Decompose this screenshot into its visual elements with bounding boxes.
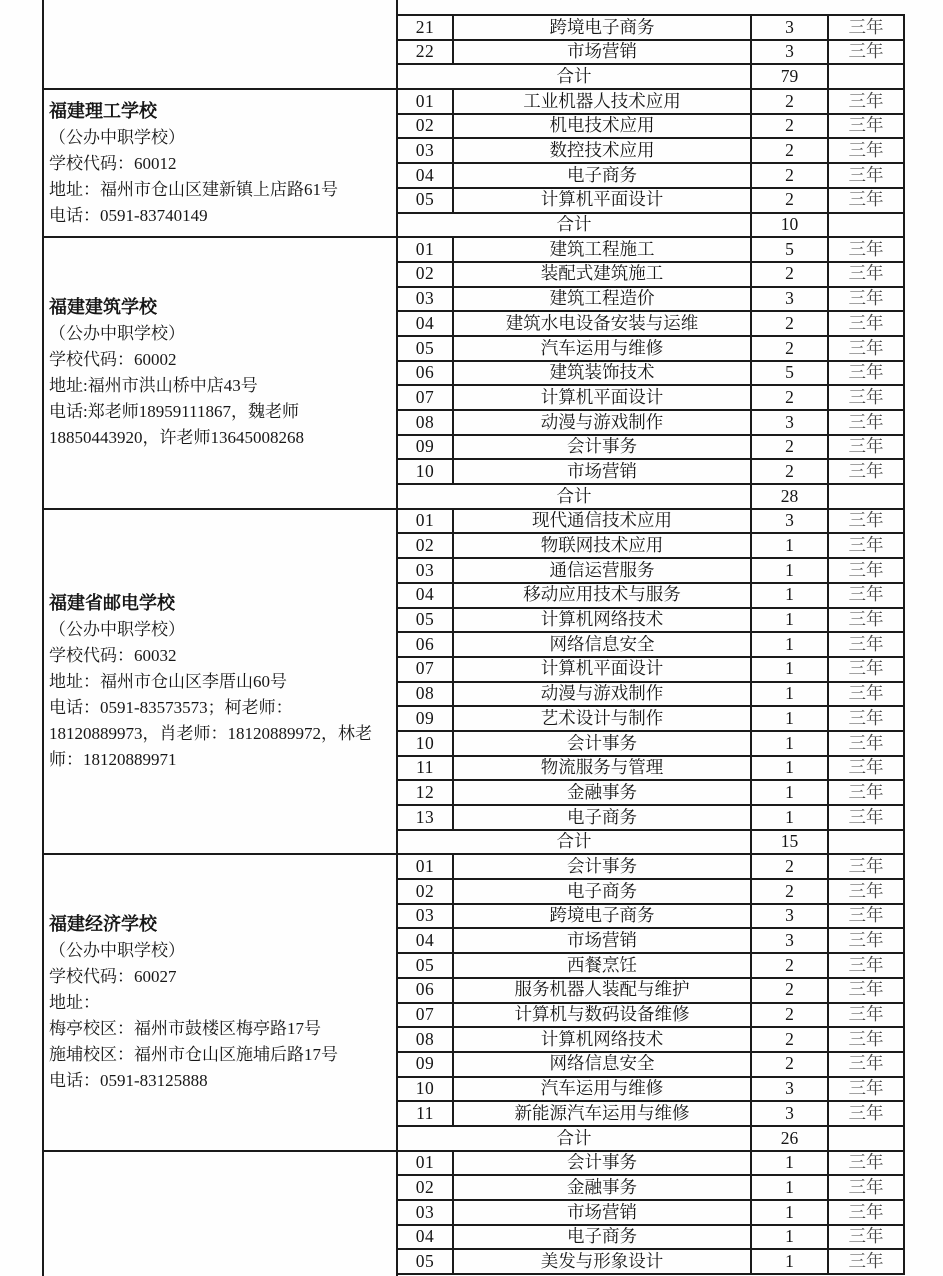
cell-major-no: 22 bbox=[397, 40, 453, 65]
cell-enrollment-count: 1 bbox=[751, 780, 828, 805]
cell-major-name: 电子商务 bbox=[453, 879, 751, 904]
cell-major-name: 电子商务 bbox=[453, 163, 751, 188]
cell-major-no: 07 bbox=[397, 657, 453, 682]
school-info-cell bbox=[43, 89, 397, 237]
cell-major-no: 08 bbox=[397, 1027, 453, 1052]
cell-enrollment-count: 2 bbox=[751, 262, 828, 287]
cell-major-no: 05 bbox=[397, 953, 453, 978]
cell-major-no: 04 bbox=[397, 311, 453, 336]
cell-major-name: 汽车运用与维修 bbox=[453, 1077, 751, 1102]
cell-enrollment-count: 3 bbox=[751, 904, 828, 929]
cell-major-name: 建筑工程施工 bbox=[453, 237, 751, 262]
cell-duration: 三年 bbox=[828, 15, 904, 40]
cell-enrollment-count: 2 bbox=[751, 138, 828, 163]
cell-major-no: 13 bbox=[397, 805, 453, 830]
cell-major-no: 06 bbox=[397, 632, 453, 657]
school-detail-line: 电话：0591-83740149 bbox=[49, 205, 208, 225]
school-detail-line: 地址:福州市洪山桥中店43号 bbox=[49, 376, 258, 396]
cell-enrollment-count: 5 bbox=[751, 361, 828, 386]
cell-enrollment-count: 2 bbox=[751, 336, 828, 361]
cell-enrollment-count: 1 bbox=[751, 1200, 828, 1225]
cell-major-no: 07 bbox=[397, 1003, 453, 1028]
cell-enrollment-count: 1 bbox=[751, 805, 828, 830]
total-label-cell: 合计 bbox=[397, 484, 751, 509]
cell-duration: 三年 bbox=[828, 657, 904, 682]
cell-major-no: 03 bbox=[397, 904, 453, 929]
school-detail-line: 学校代码：60002 bbox=[49, 350, 177, 370]
cell-duration: 三年 bbox=[828, 262, 904, 287]
cell-major-no: 03 bbox=[397, 138, 453, 163]
cell-duration: 三年 bbox=[828, 1052, 904, 1077]
cell-enrollment-count: 2 bbox=[751, 459, 828, 484]
cell-enrollment-count: 2 bbox=[751, 978, 828, 1003]
cell-major-name: 汽车运用与维修 bbox=[453, 336, 751, 361]
cell-duration: 三年 bbox=[828, 558, 904, 583]
cell-duration: 三年 bbox=[828, 756, 904, 781]
cell-enrollment-count: 2 bbox=[751, 1003, 828, 1028]
cell-duration: 三年 bbox=[828, 854, 904, 879]
cell-major-no: 02 bbox=[397, 533, 453, 558]
total-duration-cell-empty bbox=[828, 484, 904, 509]
cell-major-name: 会计事务 bbox=[453, 854, 751, 879]
cell-duration: 三年 bbox=[828, 583, 904, 608]
cell-major-no: 01 bbox=[397, 89, 453, 114]
cell-major-name: 市场营销 bbox=[453, 928, 751, 953]
cell-duration: 三年 bbox=[828, 1101, 904, 1126]
cell-major-name: 动漫与游戏制作 bbox=[453, 410, 751, 435]
cell-major-name: 物联网技术应用 bbox=[453, 533, 751, 558]
cell-major-name: 计算机网络技术 bbox=[453, 608, 751, 633]
cell-duration: 三年 bbox=[828, 706, 904, 731]
total-duration-cell-empty bbox=[828, 64, 904, 89]
total-count-cell: 79 bbox=[751, 64, 828, 89]
cell-major-name: 动漫与游戏制作 bbox=[453, 682, 751, 707]
cell-major-no: 05 bbox=[397, 608, 453, 633]
cell-major-name: 跨境电子商务 bbox=[453, 15, 751, 40]
total-label-cell: 合计 bbox=[397, 830, 751, 855]
cell-duration: 三年 bbox=[828, 459, 904, 484]
cell-duration: 三年 bbox=[828, 1225, 904, 1250]
cell-major-name: 服务机器人装配与维护 bbox=[453, 978, 751, 1003]
cell-major-no: 01 bbox=[397, 237, 453, 262]
cell-duration: 三年 bbox=[828, 385, 904, 410]
cell-major-name: 物流服务与管理 bbox=[453, 756, 751, 781]
cell-duration: 三年 bbox=[828, 89, 904, 114]
cell-duration: 三年 bbox=[828, 336, 904, 361]
cell-duration: 三年 bbox=[828, 805, 904, 830]
cell-major-name: 金融事务 bbox=[453, 780, 751, 805]
cell-major-name: 网络信息安全 bbox=[453, 632, 751, 657]
school-detail-line: 地址：福州市仓山区建新镇上店路61号 bbox=[49, 179, 338, 199]
cell-duration: 三年 bbox=[828, 904, 904, 929]
cell-major-no: 01 bbox=[397, 509, 453, 534]
cell-enrollment-count: 2 bbox=[751, 89, 828, 114]
cell-major-name: 建筑工程造价 bbox=[453, 287, 751, 312]
cell-major-name: 跨境电子商务 bbox=[453, 904, 751, 929]
cell-enrollment-count: 2 bbox=[751, 879, 828, 904]
cell-major-no: 05 bbox=[397, 336, 453, 361]
cell-duration: 三年 bbox=[828, 40, 904, 65]
cell-major-no: 03 bbox=[397, 287, 453, 312]
cell-enrollment-count: 2 bbox=[751, 854, 828, 879]
cell-enrollment-count: 1 bbox=[751, 1175, 828, 1200]
cell-enrollment-count: 1 bbox=[751, 1249, 828, 1274]
school-name: 福建省邮电学校 bbox=[49, 593, 175, 614]
school-info-cell bbox=[43, 509, 397, 855]
cell-enrollment-count: 1 bbox=[751, 706, 828, 731]
school-detail-line: 梅亭校区：福州市鼓楼区梅亭路17号 bbox=[49, 1019, 321, 1038]
cell-major-name: 美发与形象设计 bbox=[453, 1249, 751, 1274]
cell-duration: 三年 bbox=[828, 731, 904, 756]
school-detail-line: （公办中职学校） bbox=[49, 324, 185, 344]
cell-enrollment-count: 2 bbox=[751, 311, 828, 336]
cell-major-name: 网络信息安全 bbox=[453, 1052, 751, 1077]
cell-major-name: 工业机器人技术应用 bbox=[453, 89, 751, 114]
cell-duration: 三年 bbox=[828, 163, 904, 188]
cell-duration: 三年 bbox=[828, 1003, 904, 1028]
cell-major-no: 06 bbox=[397, 978, 453, 1003]
cell-duration: 三年 bbox=[828, 978, 904, 1003]
cell-major-no: 04 bbox=[397, 163, 453, 188]
cell-major-name: 会计事务 bbox=[453, 731, 751, 756]
school-name: 福建理工学校 bbox=[49, 100, 157, 121]
cell-major-no: 03 bbox=[397, 1200, 453, 1225]
cell-major-name: 现代通信技术应用 bbox=[453, 509, 751, 534]
school-detail-line: （公办中职学校） bbox=[49, 127, 185, 147]
cell-major-no: 12 bbox=[397, 780, 453, 805]
cell-enrollment-count: 2 bbox=[751, 953, 828, 978]
cell-major-no: 03 bbox=[397, 558, 453, 583]
cell-enrollment-count: 1 bbox=[751, 657, 828, 682]
cell-enrollment-count: 2 bbox=[751, 385, 828, 410]
cell-major-name: 移动应用技术与服务 bbox=[453, 583, 751, 608]
table-row bbox=[43, 237, 904, 262]
cell-enrollment-count: 2 bbox=[751, 1027, 828, 1052]
cell-enrollment-count: 1 bbox=[751, 731, 828, 756]
cell-enrollment-count: 3 bbox=[751, 287, 828, 312]
cell-duration: 三年 bbox=[828, 114, 904, 139]
total-label-cell: 合计 bbox=[397, 1126, 751, 1151]
cell-enrollment-count: 3 bbox=[751, 1101, 828, 1126]
total-duration-cell-empty bbox=[828, 213, 904, 238]
school-info-cell bbox=[43, 854, 397, 1150]
cell-major-name: 会计事务 bbox=[453, 1151, 751, 1176]
cell-major-name: 建筑装饰技术 bbox=[453, 361, 751, 386]
cell-major-name: 计算机平面设计 bbox=[453, 657, 751, 682]
cell-duration: 三年 bbox=[828, 138, 904, 163]
cell-major-no: 10 bbox=[397, 459, 453, 484]
cell-duration: 三年 bbox=[828, 410, 904, 435]
school-detail-line: 电话：0591-83573573；柯老师：18120889973，肖老师：18120889972，林老师：18120889971 bbox=[49, 698, 372, 770]
cell-duration: 三年 bbox=[828, 1175, 904, 1200]
cell-major-name: 市场营销 bbox=[453, 459, 751, 484]
cell-enrollment-count: 1 bbox=[751, 608, 828, 633]
cell-duration: 三年 bbox=[828, 237, 904, 262]
cell-enrollment-count: 2 bbox=[751, 163, 828, 188]
cell-major-no: 02 bbox=[397, 879, 453, 904]
cell-major-name: 电子商务 bbox=[453, 1225, 751, 1250]
school-detail-line: （公办中职学校） bbox=[49, 941, 185, 960]
cell-enrollment-count: 2 bbox=[751, 114, 828, 139]
school-name: 福建经济学校 bbox=[49, 914, 157, 934]
cell-major-name: 计算机平面设计 bbox=[453, 385, 751, 410]
cell-major-no: 02 bbox=[397, 114, 453, 139]
total-label-cell: 合计 bbox=[397, 213, 751, 238]
cell-enrollment-count: 3 bbox=[751, 15, 828, 40]
cell-enrollment-count: 2 bbox=[751, 435, 828, 460]
cell-major-name: 艺术设计与制作 bbox=[453, 706, 751, 731]
cell-enrollment-count: 1 bbox=[751, 1151, 828, 1176]
total-count-cell: 15 bbox=[751, 830, 828, 855]
school-detail-line: 电话：0591-83125888 bbox=[49, 1071, 208, 1090]
cell-major-name: 机电技术应用 bbox=[453, 114, 751, 139]
cell-major-no: 01 bbox=[397, 1151, 453, 1176]
cell-enrollment-count: 1 bbox=[751, 632, 828, 657]
cell-duration: 三年 bbox=[828, 780, 904, 805]
cell-duration: 三年 bbox=[828, 632, 904, 657]
cell-enrollment-count: 1 bbox=[751, 1225, 828, 1250]
cell-duration: 三年 bbox=[828, 361, 904, 386]
table-row bbox=[43, 89, 904, 114]
cell-enrollment-count: 1 bbox=[751, 756, 828, 781]
cell-major-no: 11 bbox=[397, 1101, 453, 1126]
cell-duration: 三年 bbox=[828, 287, 904, 312]
cell-duration: 三年 bbox=[828, 1151, 904, 1176]
cell-major-name: 市场营销 bbox=[453, 40, 751, 65]
cell-major-no: 09 bbox=[397, 706, 453, 731]
cell-major-name: 通信运营服务 bbox=[453, 558, 751, 583]
school-info-cell bbox=[43, 1151, 397, 1274]
cell-major-no: 21 bbox=[397, 15, 453, 40]
cell-major-name: 电子商务 bbox=[453, 805, 751, 830]
cell-enrollment-count: 1 bbox=[751, 682, 828, 707]
cell-major-name: 新能源汽车运用与维修 bbox=[453, 1101, 751, 1126]
cell-major-name: 建筑水电设备安装与运维 bbox=[453, 311, 751, 336]
cell-enrollment-count: 3 bbox=[751, 410, 828, 435]
cell-enrollment-count: 2 bbox=[751, 1052, 828, 1077]
cell-enrollment-count: 3 bbox=[751, 509, 828, 534]
cell-major-no: 04 bbox=[397, 928, 453, 953]
total-count-cell: 28 bbox=[751, 484, 828, 509]
cell-major-no: 02 bbox=[397, 262, 453, 287]
school-detail-line: 施埔校区：福州市仓山区施埔后路17号 bbox=[49, 1045, 338, 1064]
school-name: 福建建筑学校 bbox=[49, 297, 157, 318]
cell-duration: 三年 bbox=[828, 435, 904, 460]
cell-enrollment-count: 2 bbox=[751, 188, 828, 213]
total-duration-cell-empty bbox=[828, 1126, 904, 1151]
cell-enrollment-count: 1 bbox=[751, 583, 828, 608]
cell-major-no: 02 bbox=[397, 1175, 453, 1200]
total-count-cell: 10 bbox=[751, 213, 828, 238]
cell-duration: 三年 bbox=[828, 1077, 904, 1102]
enrollment-table-body bbox=[43, 15, 904, 1274]
cell-duration: 三年 bbox=[828, 1027, 904, 1052]
total-label-cell: 合计 bbox=[397, 64, 751, 89]
cell-duration: 三年 bbox=[828, 608, 904, 633]
table-row bbox=[43, 15, 904, 40]
cell-duration: 三年 bbox=[828, 311, 904, 336]
cell-enrollment-count: 3 bbox=[751, 928, 828, 953]
cell-duration: 三年 bbox=[828, 533, 904, 558]
school-detail-line: 学校代码：60032 bbox=[49, 646, 177, 666]
cell-major-name: 金融事务 bbox=[453, 1175, 751, 1200]
cell-major-name: 计算机与数码设备维修 bbox=[453, 1003, 751, 1028]
total-count-cell: 26 bbox=[751, 1126, 828, 1151]
cell-duration: 三年 bbox=[828, 1200, 904, 1225]
cell-major-no: 05 bbox=[397, 188, 453, 213]
cell-duration: 三年 bbox=[828, 509, 904, 534]
cell-major-name: 数控技术应用 bbox=[453, 138, 751, 163]
cell-major-no: 10 bbox=[397, 731, 453, 756]
table-row bbox=[43, 509, 904, 534]
school-info-cell bbox=[43, 15, 397, 89]
cell-major-no: 07 bbox=[397, 385, 453, 410]
cell-major-name: 计算机平面设计 bbox=[453, 188, 751, 213]
table-row bbox=[43, 854, 904, 879]
cell-enrollment-count: 1 bbox=[751, 558, 828, 583]
school-detail-line: 电话:郑老师18959111867，魏老师18850443920，许老师13645008268 bbox=[49, 402, 304, 448]
cell-major-no: 11 bbox=[397, 756, 453, 781]
cell-enrollment-count: 3 bbox=[751, 40, 828, 65]
school-detail-line: 地址：福州市仓山区李厝山60号 bbox=[49, 672, 287, 692]
cell-enrollment-count: 1 bbox=[751, 533, 828, 558]
cell-major-no: 05 bbox=[397, 1249, 453, 1274]
school-detail-line: 学校代码：60027 bbox=[49, 967, 177, 986]
cell-duration: 三年 bbox=[828, 682, 904, 707]
enrollment-table bbox=[42, 14, 905, 1275]
total-duration-cell-empty bbox=[828, 830, 904, 855]
cell-major-no: 06 bbox=[397, 361, 453, 386]
cell-duration: 三年 bbox=[828, 1249, 904, 1274]
cell-major-no: 08 bbox=[397, 410, 453, 435]
school-detail-line: 学校代码：60012 bbox=[49, 153, 177, 173]
cell-major-no: 08 bbox=[397, 682, 453, 707]
cell-duration: 三年 bbox=[828, 188, 904, 213]
cell-major-no: 01 bbox=[397, 854, 453, 879]
cell-major-name: 装配式建筑施工 bbox=[453, 262, 751, 287]
school-info-cell bbox=[43, 237, 397, 509]
cell-major-name: 会计事务 bbox=[453, 435, 751, 460]
table-row bbox=[43, 1151, 904, 1176]
cell-duration: 三年 bbox=[828, 953, 904, 978]
cell-major-no: 04 bbox=[397, 1225, 453, 1250]
cell-enrollment-count: 5 bbox=[751, 237, 828, 262]
school-detail-line: 地址： bbox=[49, 993, 100, 1012]
cell-enrollment-count: 3 bbox=[751, 1077, 828, 1102]
cell-duration: 三年 bbox=[828, 879, 904, 904]
cell-major-no: 10 bbox=[397, 1077, 453, 1102]
cell-major-no: 04 bbox=[397, 583, 453, 608]
cell-major-name: 计算机网络技术 bbox=[453, 1027, 751, 1052]
cell-duration: 三年 bbox=[828, 928, 904, 953]
cell-major-name: 市场营销 bbox=[453, 1200, 751, 1225]
cell-major-no: 09 bbox=[397, 435, 453, 460]
cell-major-no: 09 bbox=[397, 1052, 453, 1077]
cell-major-name: 西餐烹饪 bbox=[453, 953, 751, 978]
school-detail-line: （公办中职学校） bbox=[49, 620, 185, 640]
